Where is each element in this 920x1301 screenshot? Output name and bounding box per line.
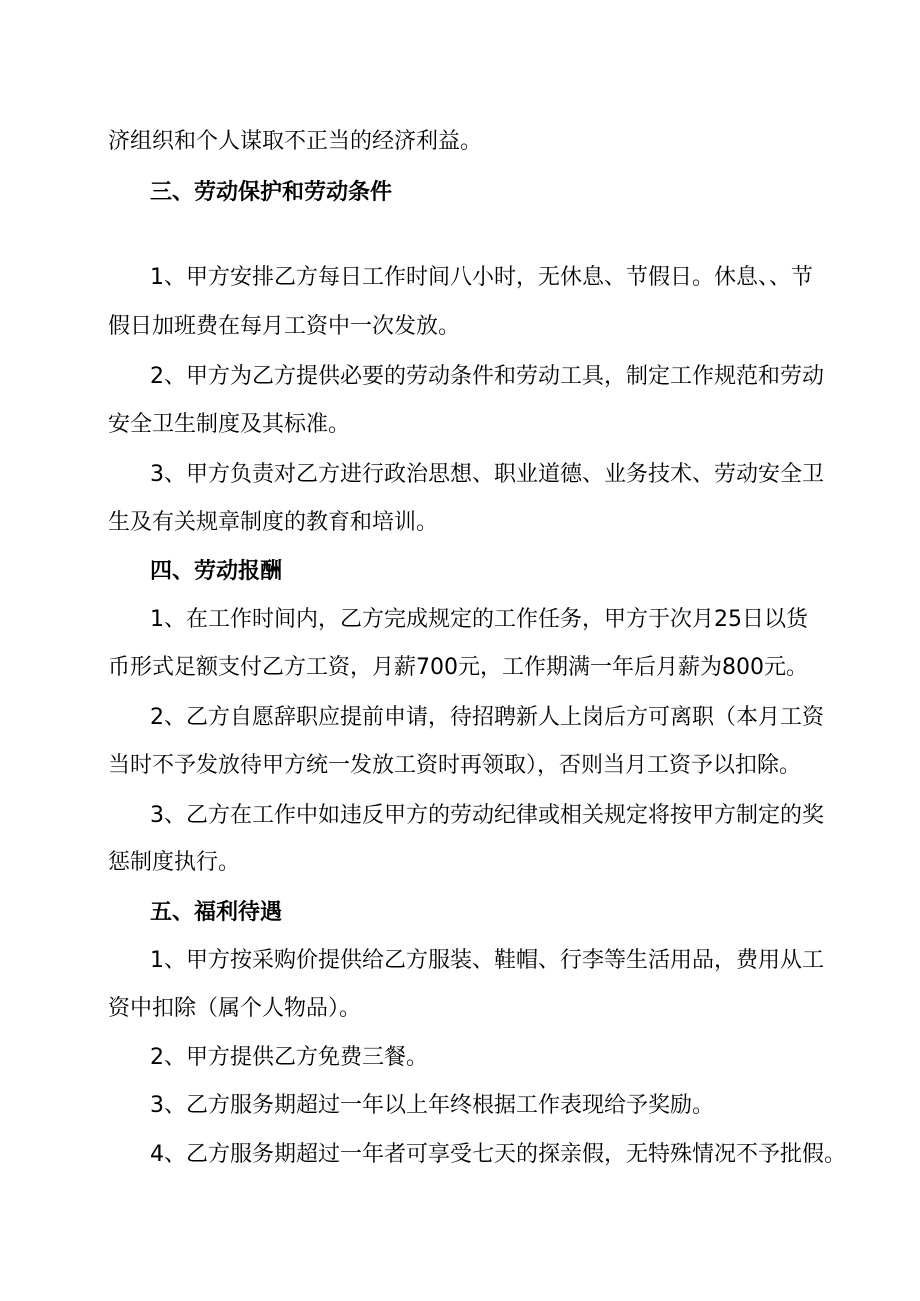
clause-line: 当时不予发放待甲方统一发放工资时再领取），否则当月工资予以扣除。 — [108, 753, 802, 778]
section-heading-benefits: 五、福利待遇 — [150, 900, 283, 925]
clause-line: 假日加班费在每月工资中一次发放。 — [108, 314, 461, 339]
clause-line: 安全卫生制度及其标准。 — [108, 412, 351, 437]
clause-line: 币形式足额支付乙方工资，月薪700元，工作期满一年后月薪为800元。 — [108, 655, 808, 680]
section-heading-remuneration: 四、劳动报酬 — [150, 559, 283, 584]
clause-line: 资中扣除（属个人物品）。 — [108, 996, 362, 1021]
continuation-line: 济组织和个人谋取不正当的经济利益。 — [108, 129, 483, 154]
clause-line: 2、甲方提供乙方免费三餐。 — [150, 1045, 428, 1070]
clause-line: 惩制度执行。 — [108, 850, 241, 875]
clause-line: 1、甲方按采购价提供给乙方服装、鞋帽、行李等生活用品，费用从工 — [150, 948, 824, 973]
clause-line: 3、甲方负责对乙方进行政治思想、职业道德、业务技术、劳动安全卫 — [150, 462, 824, 487]
clause-line: 2、甲方为乙方提供必要的劳动条件和劳动工具，制定工作规范和劳动 — [150, 364, 824, 389]
section-heading-labor-protection: 三、劳动保护和劳动条件 — [150, 180, 393, 205]
clause-line: 1、甲方安排乙方每日工作时间八小时，无休息、节假日。休息、、节 — [150, 265, 813, 290]
clause-line: 1、在工作时间内，乙方完成规定的工作任务，甲方于次月25日以货 — [150, 607, 808, 632]
clause-line: 生及有关规章制度的教育和培训。 — [108, 510, 439, 535]
clause-line: 3、乙方在工作中如违反甲方的劳动纪律或相关规定将按甲方制定的奖 — [150, 803, 824, 828]
clause-line: 4、乙方服务期超过一年者可享受七天的探亲假，无特殊情况不予批假。 — [150, 1142, 846, 1167]
clause-line: 3、乙方服务期超过一年以上年终根据工作表现给予奖励。 — [150, 1093, 714, 1118]
clause-line: 2、乙方自愿辞职应提前申请，待招聘新人上岗后方可离职（本月工资 — [150, 705, 824, 730]
